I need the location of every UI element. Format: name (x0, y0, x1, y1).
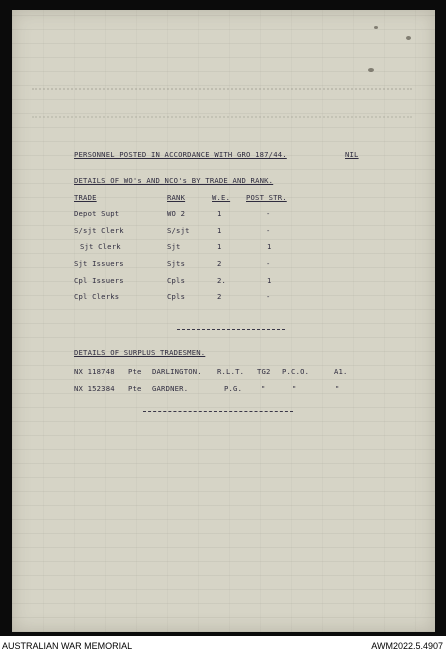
table-cell-trade: Sjt Clerk (80, 242, 121, 251)
surplus-grade: A1. (334, 367, 348, 376)
table-cell-we: 1 (217, 242, 222, 251)
table-cell-post: 1 (267, 276, 272, 285)
table-cell-we: 1 (217, 226, 222, 235)
surplus-name: GARDNER. (152, 384, 189, 393)
table-cell-we: 2. (217, 276, 227, 285)
surplus-number: NX 152384 (74, 384, 115, 393)
table-cell-rank: S/sjt (167, 226, 190, 235)
table-cell-trade: S/sjt Clerk (74, 226, 124, 235)
surplus-rank: Pte (128, 367, 142, 376)
section-divider (177, 329, 285, 330)
column-header-rank: RANK (167, 193, 186, 202)
table-cell-trade: Depot Supt (74, 209, 120, 218)
document-page (12, 10, 435, 632)
table-cell-rank: Cpls (167, 276, 186, 285)
ink-stain (374, 26, 378, 29)
surplus-grade: " (335, 384, 340, 393)
surplus-group: TG2 (257, 367, 271, 376)
footer-institution: AUSTRALIAN WAR MEMORIAL (2, 641, 133, 651)
surplus-group: " (261, 384, 266, 393)
surplus-number: NX 118748 (74, 367, 115, 376)
document-heading: PERSONNEL POSTED IN ACCORDANCE WITH GRO 187/44. (74, 150, 287, 159)
table-cell-trade: Sjt Issuers (74, 259, 124, 268)
surplus-unit: P.C.O. (282, 367, 310, 376)
table-cell-rank: Sjt (167, 242, 181, 251)
table-cell-post: - (266, 226, 271, 235)
table-cell-trade: Cpl Issuers (74, 276, 124, 285)
table-cell-we: 2 (217, 292, 222, 301)
table-cell-post: 1 (267, 242, 272, 251)
trade-section-title: DETAILS OF WO's AND NCO's BY TRADE AND RANK. (74, 176, 274, 185)
section-divider (143, 411, 293, 412)
surplus-trade: P.G. (224, 384, 243, 393)
surplus-section-title: DETAILS OF SURPLUS TRADESMEN. (74, 348, 206, 357)
column-header-we: W.E. (212, 193, 231, 202)
table-cell-we: 1 (217, 209, 222, 218)
surplus-rank: Pte (128, 384, 142, 393)
table-cell-rank: WO 2 (167, 209, 186, 218)
table-cell-trade: Cpl Clerks (74, 292, 120, 301)
table-cell-rank: Sjts (167, 259, 186, 268)
surplus-unit: " (292, 384, 297, 393)
table-cell-post: - (266, 259, 271, 268)
table-cell-we: 2 (217, 259, 222, 268)
table-cell-rank: Cpls (167, 292, 186, 301)
surplus-trade: R.L.T. (217, 367, 245, 376)
surplus-name: DARLINGTON. (152, 367, 202, 376)
table-cell-post: - (266, 292, 271, 301)
ink-stain (406, 36, 411, 40)
table-cell-post: - (266, 209, 271, 218)
column-header-post-str: POST STR. (246, 193, 287, 202)
column-header-trade: TRADE (74, 193, 97, 202)
show-through-marks (32, 88, 412, 118)
footer-accession-number: AWM2022.5.4907 (371, 641, 443, 651)
heading-status: NIL (345, 150, 359, 159)
ink-stain (368, 68, 374, 72)
